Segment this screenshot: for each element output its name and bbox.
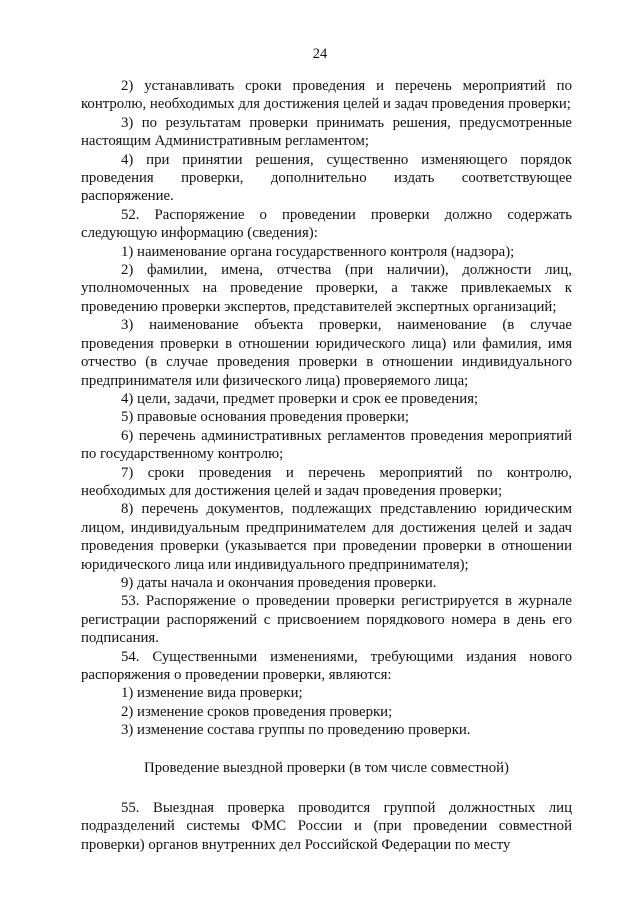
clause-52-item-3: 3) наименование объекта проверки, наименование (в случае проведения проверки в отношении юридического лица) или фамилия, имя отчество (в случае проведения проверки в отношении индивидуального предпринимателя или физического лица) проверяемого лица; [81, 317, 572, 389]
document-body [81, 77, 572, 854]
clause-52-item-7: 7) сроки проведения и перечень мероприятий по контролю, необходимых для достижения целей и задач проведения проверки; [81, 464, 572, 499]
clause-52-item-5: 5) правовые основания проведения проверки; [121, 409, 409, 426]
paragraph-3-decisions: 3) по результатам проверки принимать решения, предусмотренные настоящим Административным регламентом; [81, 114, 572, 150]
paragraph-2-set-dates: 2) устанавливать сроки проведения и перечень мероприятий по контролю, необходимых для достижения целей и задач проведения проверки; [81, 78, 572, 113]
clause-52: 52. Распоряжение о проведении проверки должно содержать следующую информацию (сведения): [81, 206, 572, 242]
clause-52-item-4: 4) цели, задачи, предмет проверки и срок ее проведения; [121, 390, 479, 407]
clause-52-item-2: 2) фамилии, имена, отчества (при наличии), должности лиц, уполномоченных на проведение проверки, а также привлекаемых к проведению проверки экспертов, представителей экспертных организаций; [81, 262, 572, 315]
clause-55: 55. Выездная проверка проводится группой должностных лиц подразделений системы ФМС России и (при проведении совместной проверки) органов внутренних дел Российской Федерации по месту [81, 800, 572, 853]
section-heading: Проведение выездной проверки (в том числе совместной) [144, 759, 509, 776]
clause-52-item-9: 9) даты начала и окончания проведения проверки. [121, 574, 437, 591]
clause-54-item-3: 3) изменение состава группы по проведению проверки. [121, 722, 471, 739]
clause-54: 54. Существенными изменениями, требующими издания нового распоряжения о проведении проверки, являются: [81, 648, 572, 683]
clause-53: 53. Распоряжение о проведении проверки регистрируется в журнале регистрации распоряжений с присвоением порядкового номера в день его подписания. [81, 593, 572, 647]
clause-52-item-1: 1) наименование органа государственного контроля (надзора); [121, 243, 515, 260]
clause-52-item-8: 8) перечень документов, подлежащих представлению юридическим лицом, индивидуальным предпринимателем для достижения целей и задач проведения проверки (указывается при проведении проверки в отношении юридического лица или индивидуального предпринимателя); [81, 501, 572, 573]
clause-52-item-6: 6) перечень административных регламентов проведения мероприятий по государственному контролю; [81, 427, 572, 463]
page-number: 24 [312, 46, 328, 62]
clause-54-item-2: 2) изменение сроков проведения проверки; [121, 703, 393, 720]
paragraph-4-new-order: 4) при принятии решения, существенно изменяющего порядок проведения проверки, дополнительно издать соответствующее распоряжение. [81, 151, 572, 205]
clause-54-item-1: 1) изменение вида проверки; [121, 685, 303, 702]
